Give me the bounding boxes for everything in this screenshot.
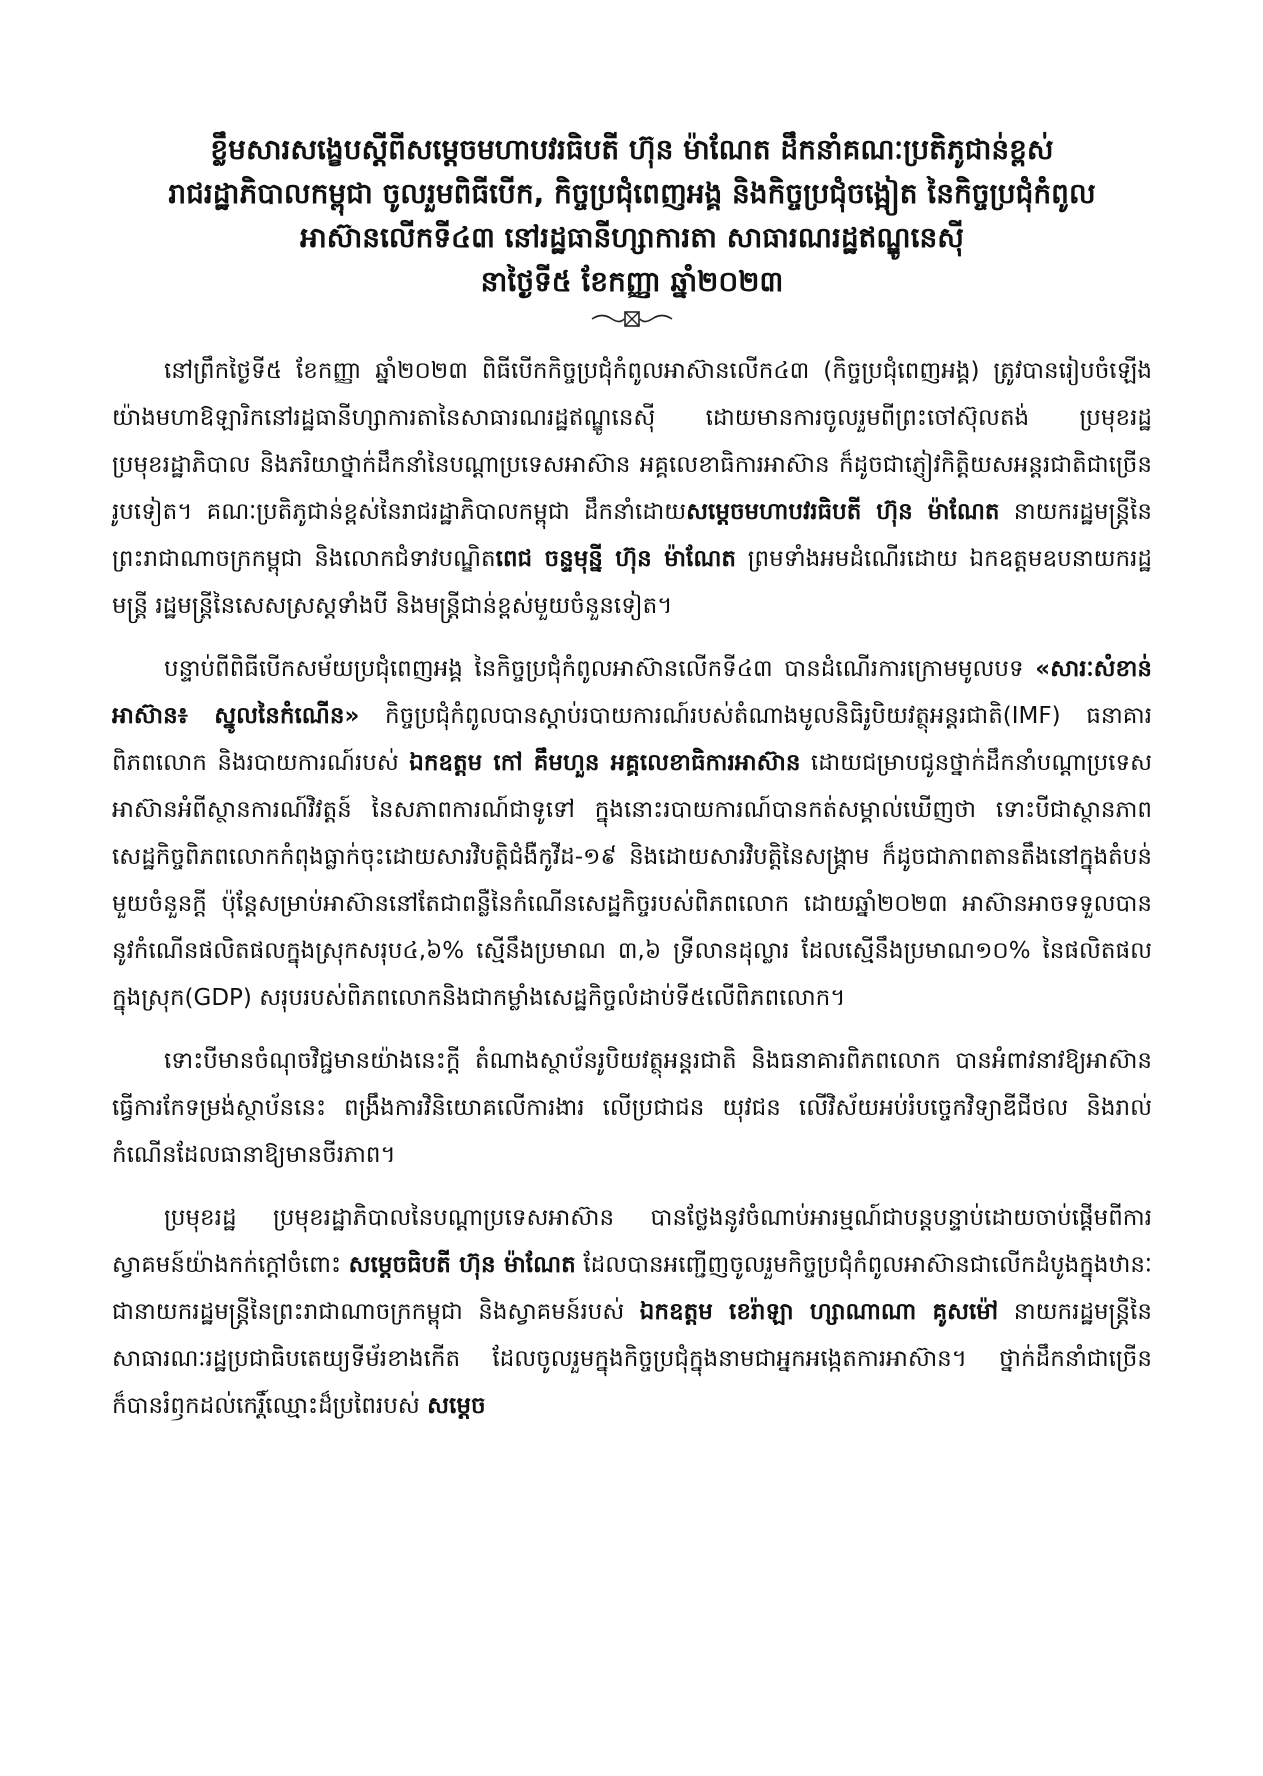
paragraph-4 bbox=[112, 1195, 1152, 1430]
paragraph-2 bbox=[112, 646, 1152, 1022]
p2-text-1: បន្ទាប់ពីពិធីបើកសម័យប្រជុំពេញអង្គ នៃកិច្ចប្រជុំកំពូលអាស៊ានលើកទី៤៣ បានដំណើរការក្រោមមូលបទ bbox=[164, 656, 1036, 682]
p4-text-3: នាយករដ្ឋមន្ត្រីនៃសាធារណៈរដ្ឋប្រជាធិបតេយ្យទីម័រខាងកើត ដែលចូលរួមក្នុងកិច្ចប្រជុំក្នុងនាមជាអ្នកអង្កេតការអាស៊ាន។ ថ្នាក់ដឹកនាំជាច្រើនក៏បានរំឭកដល់កេរ្តិ៍ឈ្មោះដ៏ប្រពៃរបស់ bbox=[112, 1299, 1152, 1419]
title-line-3: អាស៊ានលើកទី៤៣ នៅរដ្ឋធានីហ្សាការតា សាធារណរដ្ឋឥណ្ឌូនេស៊ី bbox=[300, 221, 964, 254]
p2-bold-theme: «សារៈសំខាន់អាស៊ាន៖ ស្នូលនៃកំណើន» bbox=[112, 656, 1152, 729]
ornament-svg bbox=[590, 310, 674, 328]
p1-bold-name-1: សម្តេចមហាបវរធិបតី ហ៊ុន ម៉ាណែត bbox=[686, 499, 1000, 525]
title-line-1: ខ្លឹមសារសង្ខេបស្តីពីសម្តេចមហាបវរធិបតី ហ៊ុន ម៉ាណែត ដឹកនាំគណៈប្រតិភូជាន់ខ្ពស់ bbox=[210, 133, 1054, 166]
p2-bold-secretary-general: ឯកឧត្តម កៅ គឹមហួន អគ្គលេខាធិការអាស៊ាន bbox=[409, 750, 801, 776]
p2-text-3: ដោយជម្រាបជូនថ្នាក់ដឹកនាំបណ្តាប្រទេសអាស៊ានអំពីស្ថានការណ៍វិវត្តន៍ នៃសភាពការណ៍ជាទូទៅ ក្នុងនោះរបាយការណ៍បានកត់សម្គាល់ឃើញថា ទោះបីជាស្ថានភាព សេដ្ឋកិច្ចពិភពលោកកំពុងធ្លាក់ចុះដោយសារវិបត្តិជំងឺកូវីដ-១៩ និងដោយសារវិបត្តិនៃសង្គ្រាម ក៏ដូចជាភាពតានតឹងនៅក្នុងតំបន់មួយចំនួនក្តី ប៉ុន្តែសម្រាប់អាស៊ាននៅតែជាពន្លឺនៃកំណើនសេដ្ឋកិច្ចរបស់ពិភពលោក ដោយឆ្នាំ២០២៣ អាស៊ានអាចទទួលបាននូវកំណើនផលិតផលក្នុងស្រុកសរុប៤,៦% ស្មើនឹងប្រមាណ ៣,៦ ទ្រីលានដុល្លារ ដែលស្មើនឹងប្រមាណ១០% នៃផលិតផលក្នុងស្រុក(GDP) សរុបរបស់ពិភពលោកនិងជាកម្លាំងសេដ្ឋកិច្ចលំដាប់ទី៥លើពិភពលោក។ bbox=[112, 750, 1152, 1011]
p2-text-2: កិច្ចប្រជុំកំពូលបានស្តាប់របាយការណ៍របស់តំណាងមូលនិធិរូបិយវត្ថុអន្តរជាតិ(IMF) ធនាគារពិភពលោក និងរបាយការណ៍របស់ bbox=[112, 703, 1152, 776]
paragraph-3 bbox=[112, 1038, 1152, 1179]
p4-text-1: ប្រមុខរដ្ឋ ប្រមុខរដ្ឋាភិបាលនៃបណ្តាប្រទេសអាស៊ាន បានថ្លែងនូវចំណាប់អារម្មណ៍ជាបន្តបន្ទាប់ដោយចាប់ផ្តើមពីការស្វាគមន៍យ៉ាងកក់ក្តៅចំពោះ bbox=[112, 1205, 1152, 1278]
title-date-line: នាថ្ងៃទី៥ ខែកញ្ញា ឆ្នាំ២០២៣ bbox=[480, 265, 784, 298]
p3-text-1: ទោះបីមានចំណុចវិជ្ជមានយ៉ាងនេះក្តី តំណាងស្ថាប័នរូបិយវត្ថុអន្តរជាតិ និងធនាគារពិភពលោក បានអំពាវនាវឱ្យអាស៊ានធ្វើការកែទម្រង់ស្ថាប័ននេះ ពង្រឹងការវិនិយោគលើការងារ លើប្រជាជន យុវជន លើវិស័យអប់រំបច្ចេកវិទ្យាឌីជីថល និងរាល់កំណើនដែលធានាឱ្យមានចីរភាព។ bbox=[112, 1048, 1152, 1168]
title-line-2: រាជរដ្ឋាភិបាលកម្ពុជា ចូលរួមពិធីបើក, កិច្ចប្រជុំពេញអង្គ និងកិច្ចប្រជុំចង្អៀត នៃកិច្ចប្រជុំកំពូល bbox=[168, 177, 1096, 210]
p1-text-1: នៅព្រឹកថ្ងៃទី៥ ខែកញ្ញា ឆ្នាំ២០២៣ ពិធីបើកកិច្ចប្រជុំកំពូលអាស៊ានលើក៤៣ (កិច្ចប្រជុំពេញអង្គ) ត្រូវបានរៀបចំឡើងយ៉ាងមហាឱឡារិកនៅរដ្ឋធានីហ្សាការតានៃសាធារណរដ្ឋឥណ្ឌូនេស៊ី ដោយមានការចូលរួមពីព្រះចៅស៊ុលតង់ ប្រមុខរដ្ឋ ប្រមុខរដ្ឋាភិបាល និងភរិយាថ្នាក់ដឹកនាំនៃបណ្តាប្រទេសអាស៊ាន អគ្គលេខាធិការអាស៊ាន ក៏ដូចជាភ្ញៀវកិត្តិយសអន្តរជាតិជាច្រើនរូបទៀត។ គណៈប្រតិភូជាន់ខ្ពស់នៃរាជរដ្ឋាភិបាលកម្ពុជា ដឹកនាំដោយ bbox=[112, 358, 1152, 525]
paragraph-1 bbox=[112, 348, 1152, 630]
document-title bbox=[112, 128, 1152, 304]
document-page bbox=[112, 128, 1152, 1446]
p4-bold-name-2: ឯកឧត្តម ខេរ៉ាឡា ហ្សាណាណា គូសម៉ៅ bbox=[639, 1299, 999, 1325]
p4-text-2: ដែលបានអញ្ជើញចូលរួមកិច្ចប្រជុំកំពូលអាស៊ានជាលើកដំបូងក្នុងឋានៈជានាយករដ្ឋមន្ត្រីនៃព្រះរាជាណាចក្រកម្ពុជា និងស្វាគមន៍របស់ bbox=[112, 1252, 1152, 1325]
p1-bold-name-2: ពេជ ចន្ទមុន្នី ហ៊ុន ម៉ាណែត bbox=[495, 546, 737, 572]
p1-text-2: នាយករដ្ឋមន្ត្រីនៃព្រះរាជាណាចក្រកម្ពុជា និងលោកជំទាវបណ្ឌិត bbox=[112, 499, 1152, 572]
p1-text-3: ព្រមទាំងអមដំណើរដោយ ឯកឧត្តមឧបនាយករដ្ឋមន្ត្រី រដ្ឋមន្ត្រីនៃសេសស្រស្តទាំងបី និងមន្ត្រីជាន់ខ្ពស់មួយចំនួនទៀត។ bbox=[112, 546, 1152, 619]
decorative-divider-icon bbox=[112, 308, 1152, 330]
p4-bold-name-1: សម្តេចធិបតី ហ៊ុន ម៉ាណែត bbox=[348, 1252, 576, 1278]
p4-bold-name-3: សម្តេច bbox=[427, 1393, 486, 1419]
